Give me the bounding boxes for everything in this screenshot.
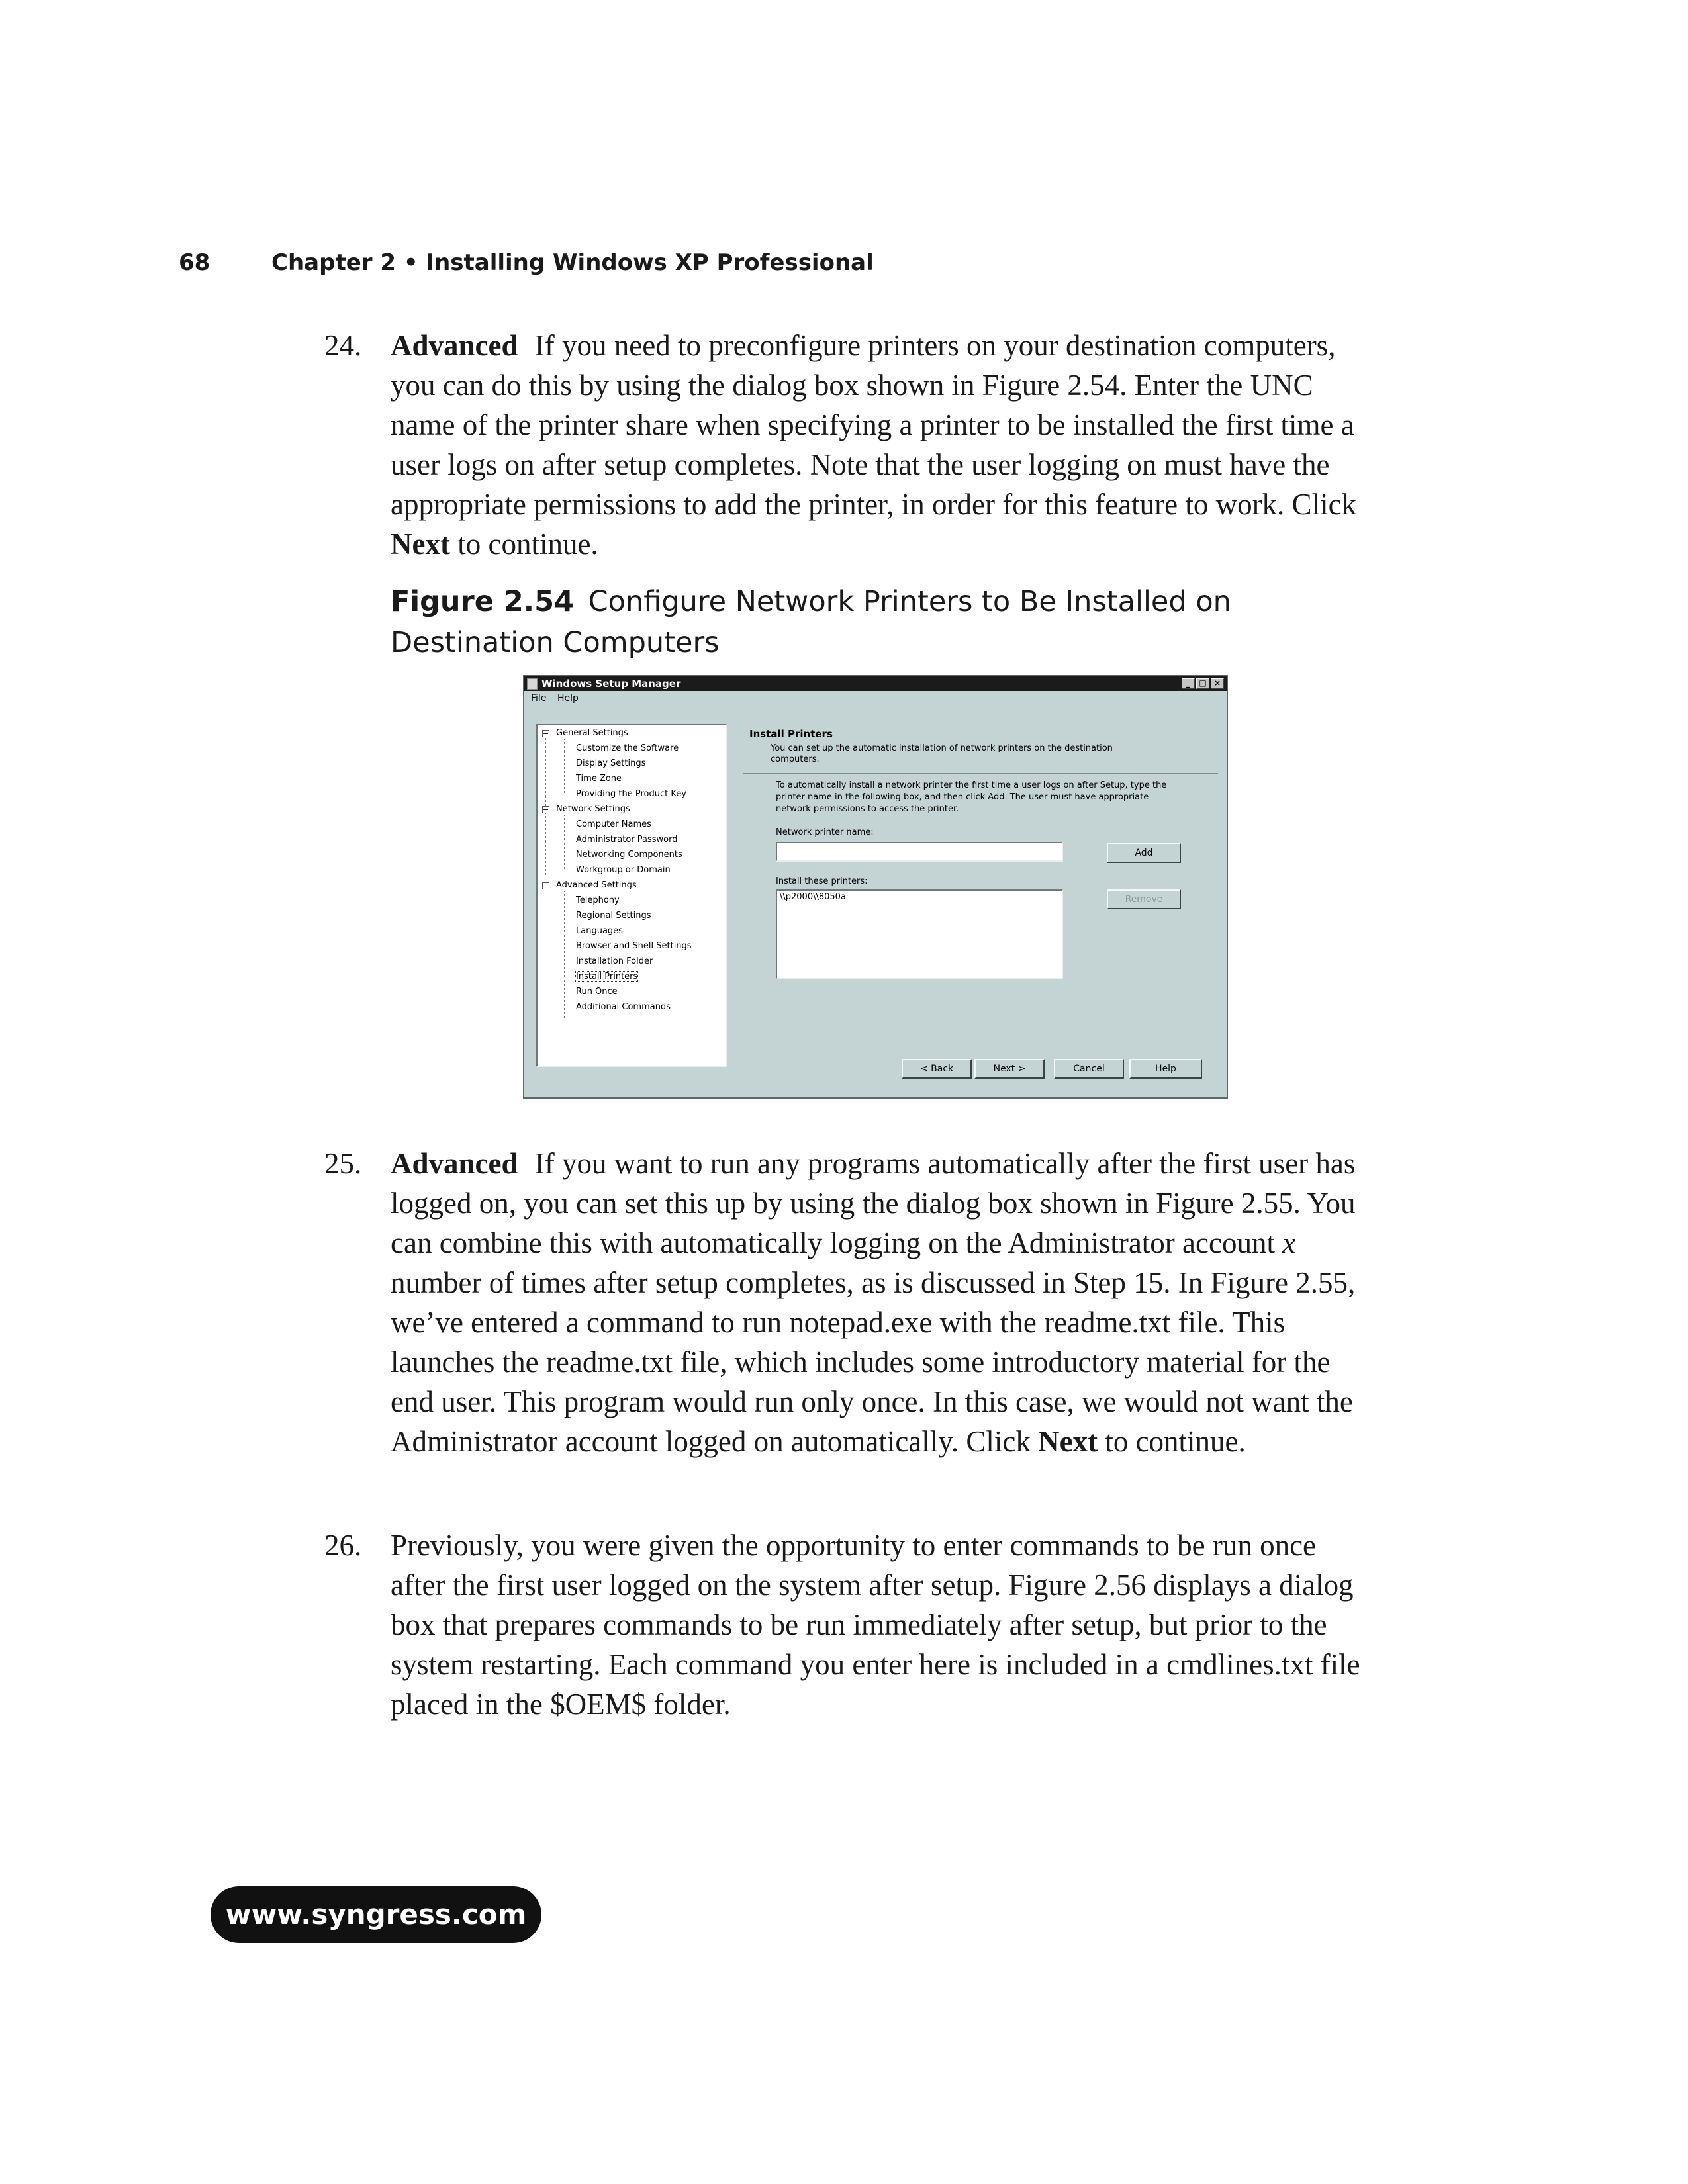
- next-button[interactable]: Next >: [974, 1059, 1045, 1079]
- tree-item-run-once[interactable]: Run Once: [576, 987, 618, 997]
- tree-item-computer-names[interactable]: Computer Names: [576, 819, 651, 829]
- step-text: If you need to preconfigure printers on your destination computers, you can do this by using the dialog box shown in Figure 2.54. Enter the UNC name of the printer share when specifying a printer to be installed the first time a user logs on after setup completes. Note that the user logging on must have the appropriate permissions to add the printer, in order for this feature to work. Click: [391, 329, 1357, 521]
- figure-caption-text: Configure Network Printers to Be Installed on Destination Computers: [391, 585, 1231, 659]
- step-lead: Advanced: [391, 1147, 518, 1180]
- title-bar[interactable]: [524, 676, 1227, 691]
- tree-connector: [564, 815, 565, 870]
- setup-manager-window: [523, 675, 1228, 1099]
- tree-item-installation-folder[interactable]: Installation Folder: [576, 956, 653, 966]
- list-item[interactable]: \\p2000\\8050a: [780, 892, 846, 902]
- step-text: If you want to run any programs automatically after the first user has logged on, you can set this up by using the dialog box shown in Figure 2.55. You can combine this with automatically logging on the Administrator account: [391, 1147, 1356, 1259]
- close-button[interactable]: ×: [1211, 678, 1224, 689]
- network-printer-label: Network printer name:: [776, 827, 874, 837]
- maximize-button[interactable]: □: [1196, 678, 1209, 689]
- back-button[interactable]: < Back: [902, 1059, 972, 1079]
- collapse-icon[interactable]: −: [543, 729, 549, 738]
- tree-item-time-zone[interactable]: Time Zone: [576, 774, 622, 784]
- app-icon: [527, 678, 538, 690]
- step-number: 26.: [324, 1529, 362, 1562]
- step-24: [324, 326, 1370, 564]
- step-body: [391, 326, 1370, 564]
- minimize-button[interactable]: _: [1182, 678, 1195, 689]
- menu-file[interactable]: File: [531, 693, 547, 704]
- step-body: [391, 1144, 1370, 1461]
- tree-item-product-key[interactable]: Providing the Product Key: [576, 789, 686, 799]
- pane-instructions: To automatically install a network printer the first time a user logs on after Setup, type the printer name in the following box, and then click Add. The user must have appropriate network permissions to access the printer.: [776, 780, 1167, 814]
- step-text-end: to continue.: [457, 527, 598, 561]
- network-printer-input[interactable]: [776, 842, 1063, 862]
- pane-description: You can set up the automatic installation of network printers on the destination computers.: [771, 743, 1113, 764]
- figure-caption: [391, 581, 1317, 663]
- figure-label: Figure 2.54: [391, 585, 574, 618]
- tree-item-customize-software[interactable]: Customize the Software: [576, 743, 679, 753]
- step-25: [324, 1144, 1370, 1461]
- install-printers-list[interactable]: [776, 889, 1063, 979]
- tree-item-languages[interactable]: Languages: [576, 926, 623, 936]
- install-printers-label: Install these printers:: [776, 876, 868, 886]
- tree-item-admin-password[interactable]: Administrator Password: [576, 835, 678, 844]
- step-text: Previously, you were given the opportunity to enter commands to be run once after the first user logged on the system after setup. Figure 2.56 displays a dialog box that prepares commands to be run immediately after setup, but prior to the system restarting. Each command you enter here is included in a cmdlines.txt file placed in the $OEM$ folder.: [391, 1529, 1360, 1721]
- window-title: Windows Setup Manager: [541, 678, 681, 690]
- step-body: [391, 1525, 1370, 1724]
- step-number: 24.: [324, 329, 362, 362]
- tree-item-browser-shell[interactable]: Browser and Shell Settings: [576, 941, 692, 951]
- step-bold: Next: [1038, 1425, 1098, 1458]
- step-26: [324, 1525, 1370, 1724]
- pane-divider: [743, 773, 1218, 774]
- tree-item-install-printers[interactable]: Install Printers: [576, 972, 638, 981]
- tree-group-network-settings[interactable]: Network Settings: [556, 804, 630, 814]
- step-lead: Advanced: [391, 329, 518, 362]
- tree-item-additional-commands[interactable]: Additional Commands: [576, 1002, 671, 1012]
- settings-tree: [536, 724, 727, 1067]
- tree-connector: [564, 891, 565, 1018]
- tree-item-telephony[interactable]: Telephony: [576, 895, 620, 905]
- publisher-url[interactable]: www.syngress.com: [225, 1898, 527, 1931]
- step-text-middle: number of times after setup completes, as is discussed in Step 15. In Figure 2.55, we’ve entered a command to run notepad.exe with the readme.txt file. This launches the readme.txt file, which includes some introductory material for the end user. This program would run only once. In this case, we would not want the Administrator account logged on automatically. Click: [391, 1266, 1356, 1458]
- collapse-icon[interactable]: −: [543, 805, 549, 814]
- tree-item-workgroup-domain[interactable]: Workgroup or Domain: [576, 865, 671, 875]
- step-italic: x: [1282, 1226, 1296, 1259]
- remove-button[interactable]: Remove: [1107, 889, 1181, 909]
- help-button[interactable]: Help: [1129, 1059, 1202, 1079]
- tree-item-regional-settings[interactable]: Regional Settings: [576, 911, 651, 921]
- page-number: 68: [179, 250, 211, 276]
- chapter-title: Chapter 2 • Installing Windows XP Professional: [271, 250, 874, 276]
- running-header: [179, 250, 1370, 289]
- step-bold: Next: [391, 527, 450, 561]
- tree-group-advanced-settings[interactable]: Advanced Settings: [556, 880, 637, 890]
- step-text-end: to continue.: [1105, 1425, 1246, 1458]
- menu-help[interactable]: Help: [557, 693, 579, 704]
- tree-group-general-settings[interactable]: General Settings: [556, 728, 628, 738]
- step-number: 25.: [324, 1147, 362, 1180]
- pane-title: Install Printers: [749, 728, 833, 740]
- footer-badge: [211, 1886, 541, 1943]
- tree-item-display-settings[interactable]: Display Settings: [576, 758, 646, 768]
- menu-bar: [524, 691, 1227, 707]
- add-button[interactable]: Add: [1107, 843, 1181, 863]
- tree-connector: [564, 739, 565, 794]
- tree-item-networking-components[interactable]: Networking Components: [576, 850, 682, 860]
- cancel-button[interactable]: Cancel: [1054, 1059, 1124, 1079]
- collapse-icon[interactable]: −: [543, 882, 549, 890]
